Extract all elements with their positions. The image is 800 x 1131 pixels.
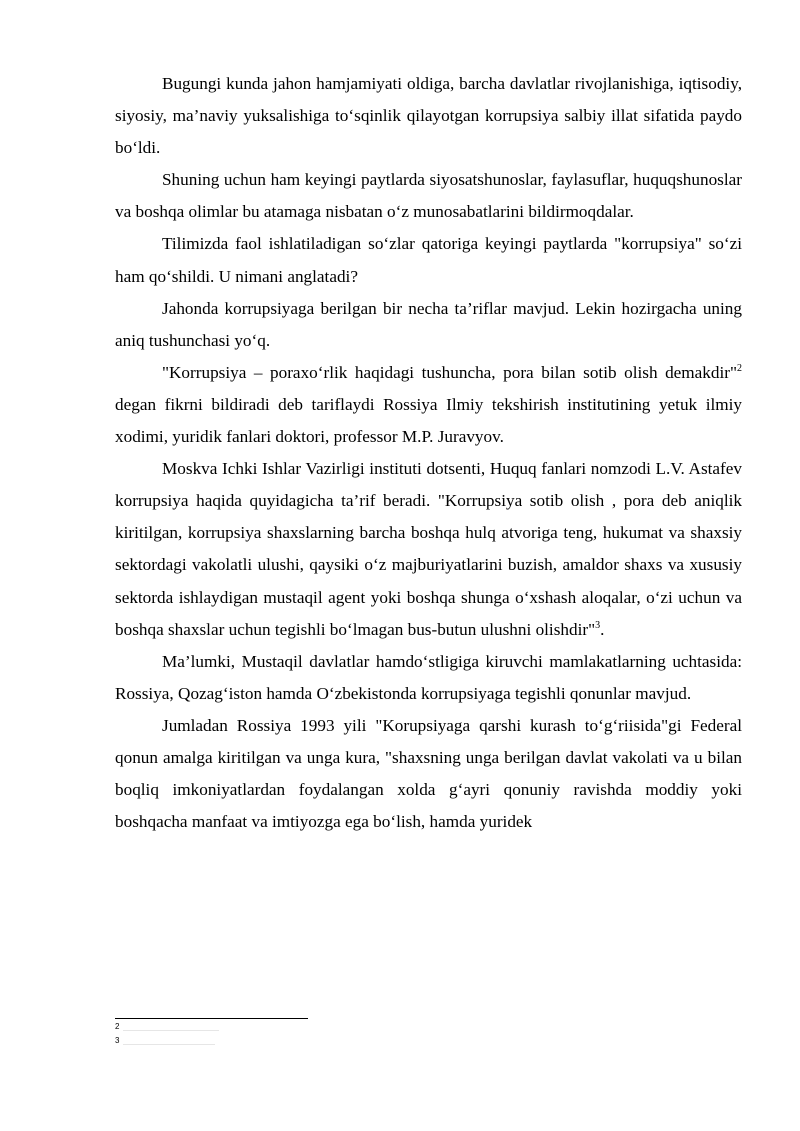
footnote-text-line: [123, 1044, 215, 1045]
paragraph: [115, 453, 742, 646]
footnote-ref[interactable]: 2: [737, 362, 742, 374]
paragraph-text: .: [600, 619, 605, 639]
paragraph: Shuning uchun ham keyingi paytlarda siyosatshunoslar, faylasuflar, huquqshunoslar va boshqa olimlar bu atamaga nisbatan o‘z munosabatlarini bildirmoqdalar.: [115, 170, 742, 222]
footnote-number: 2: [115, 1022, 120, 1031]
paragraph: Jumladan Rossiya 1993 yili "Korupsiyaga qarshi kurash to‘g‘riisida"gi Federal qonun amalga kiritilgan va unga kura, "shaxsning unga berilgan davlat vakolati va u bilan boqliq imkoniyatlardan foydalangan xolda g‘ayri qonuniy ravishda moddiy yoki boshqacha manfaat va imtiyozga ega bo‘lish, hamda yuridek: [115, 715, 742, 832]
paragraph: Tilimizda faol ishlatiladigan so‘zlar qatoriga keyingi paytlarda "korrupsiya" so‘zi ham qo‘shildi. U nimani anglatadi?: [115, 234, 742, 286]
paragraph: Ma’lumki, Mustaqil davlatlar hamdo‘stligiga kiruvchi mamlakatlarning uchtasida: Rossiya, Qozag‘iston hamda O‘zbekistonda korrupsiyaga tegishli qonunlar mavjud.: [115, 651, 742, 703]
paragraph: Bugungi kunda jahon hamjamiyati oldiga, barcha davlatlar rivojlanishiga, iqtisodiy, siyosiy, ma’naviy yuksalishiga to‘sqinlik qilayotgan korrupsiya salbiy illat sifatida paydo bo‘ldi.: [115, 74, 742, 158]
paragraph-text: "Korrupsiya – poraxo‘rlik haqidagi tushuncha, pora bilan sotib olish demakdir": [162, 362, 737, 382]
paragraph-text: Moskva Ichki Ishlar Vazirligi instituti dotsenti, Huquq fanlari nomzodi L.V. Astafev korrupsiya haqida quyidagicha ta’rif beradi. "Korrupsiya sotib olish , pora deb aniqlik kiritilgan, korrupsiya shaxslarning barcha boshqa hulq atvoriga teng, hukumat va shaxsiy sektordagi vakolatli ulushi, qaysiki o‘z majburiyatlarini buzish, amaldor shaxs va xususiy sektorda ishlaydigan mustaqil agent yoki boshqa shunga o‘xshash aloqalar, o‘zi uchun va boshqa shaxslar uchun tegishli bo‘lmagan bus-butun ulushni olishdir": [115, 459, 742, 639]
footnote-ref[interactable]: 3: [595, 619, 601, 631]
footnote-number: 3: [115, 1036, 120, 1045]
footnote: [115, 1036, 415, 1050]
footnote: [115, 1022, 415, 1036]
footnote-text-line: [123, 1030, 219, 1031]
footnote-separator: [115, 1018, 308, 1019]
paragraph: [115, 357, 742, 453]
paragraph-text: degan fikrni bildiradi deb tariflaydi Rossiya Ilmiy tekshirish institutining yetuk ilmiy xodimi, yuridik fanlari doktori, professor M.P. Juravyov.: [115, 394, 742, 447]
footnotes: [115, 1022, 415, 1050]
paragraph: Jahonda korrupsiyaga berilgan bir necha ta’riflar mavjud. Lekin hozirgacha uning aniq tushunchasi yo‘q.: [115, 298, 742, 350]
body-text: [115, 68, 742, 838]
